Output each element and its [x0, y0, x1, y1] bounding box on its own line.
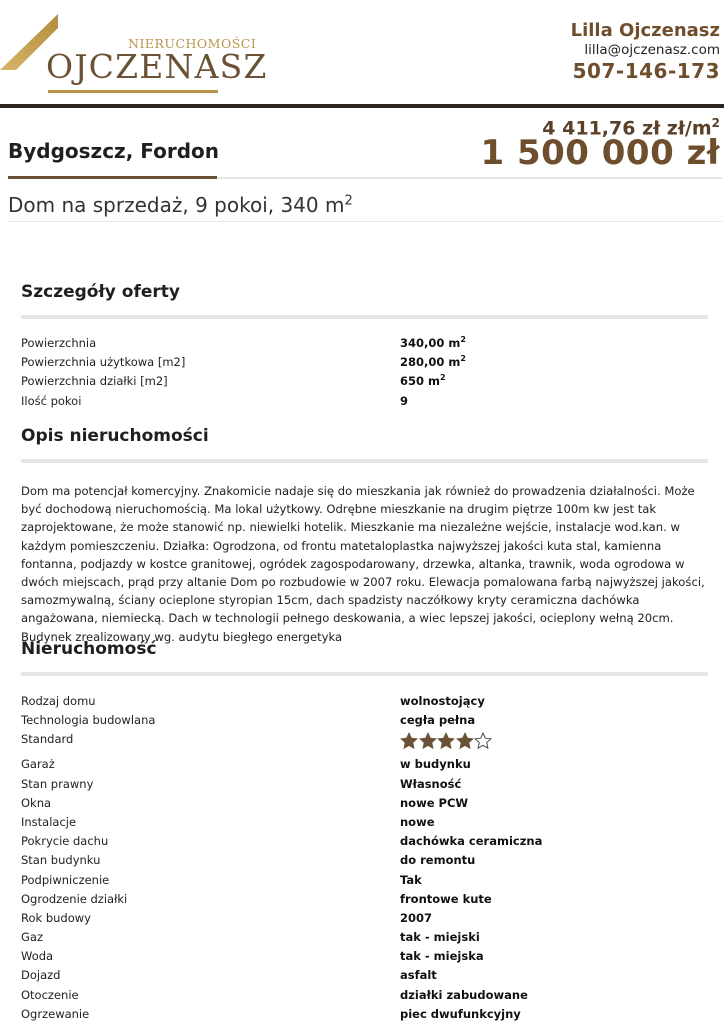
table-row [21, 334, 711, 353]
listing-subtitle-sup: 2 [344, 193, 353, 209]
property-rule [21, 672, 708, 676]
row-value-text: działki zabudowane [400, 987, 528, 1002]
row-value [400, 372, 446, 391]
description-rule [21, 459, 708, 463]
row-value [400, 928, 480, 947]
row-value-text: asfalt [400, 968, 437, 983]
row-value-sup: 2 [460, 335, 466, 345]
agent-email[interactable]: lilla@ojczenasz.com [584, 42, 720, 58]
row-value [400, 794, 468, 813]
row-label: Stan budynku [21, 853, 101, 868]
table-row [21, 794, 711, 813]
details-rule [21, 315, 708, 319]
table-row [21, 871, 711, 890]
listing-subtitle [8, 193, 353, 217]
price-per-m2-sup: 2 [711, 116, 720, 130]
row-value-text: tak - miejska [400, 949, 484, 964]
row-value-text: 9 [400, 393, 409, 408]
row-label: Stan prawny [21, 776, 94, 791]
table-row [21, 928, 711, 947]
star-icon [400, 732, 418, 750]
row-label: Garaż [21, 757, 55, 772]
table-row [21, 947, 711, 966]
row-label: Powierzchnia działki [m2] [21, 374, 168, 389]
logo-underline [48, 90, 218, 94]
property-title: Nieruchomość [21, 639, 157, 659]
row-value-text: do remontu [400, 853, 476, 868]
table-row [21, 392, 711, 411]
row-label: Instalacje [21, 814, 77, 829]
table-row [21, 775, 711, 794]
row-label: Powierzchnia użytkowa [m2] [21, 355, 186, 370]
row-label: Woda [21, 949, 54, 964]
row-value-text: tak - miejski [400, 930, 480, 945]
row-value-text: frontowe kute [400, 891, 492, 906]
rating-stars [400, 732, 493, 752]
row-value [400, 1005, 521, 1024]
row-label: Standard [21, 732, 74, 747]
row-label: Ogrzewanie [21, 1006, 90, 1021]
table-row [21, 890, 711, 909]
row-value-text: dachówka ceramiczna [400, 834, 543, 849]
price-per-m2-value: 4 411,76 zł zł/m [542, 117, 712, 140]
row-value-text: 650 m [400, 374, 440, 389]
row-value [400, 755, 471, 774]
row-value-sup: 2 [460, 354, 466, 364]
description-text: Dom ma potencjał komercyjny. Znakomicie nadaje się do mieszkania jak również do prowadzenia działalności. Może być dochodową nieruchomością. Ma lokal użytkowy. Odrębne mieszkanie na drugim piętrze 100m kw jest tak zaprojektowane, że może stanowić np. niewielki hotelik. Mieszkanie ma niezależne wejście, instalacje wod.kan. w każdym pomieszczeniu. Działka: Ogrodzona, od frontu matetaloplastka najwyższej jakości kuta stal, kamienna fontanna, podjazdy w kostce granitowej, ogródek zagospodarowany, drzewka, altanka, trawnik, woda ogrodowa w dwóch miejscach, prąd przy altanie Dom po rozbudowie w 2007 roku. Elewacja pomalowana farbą najwyższej jakości, samozmywalną, ściany ocieplone styropian 15cm, dach spadzisty naczółkowy kryty ceramiczna dachówka angażowana, niemiecką. Dach w technologii pełnego deskowania, a wiec lepszej jakości, ocieplony wełną 20cm. Budynek zrealizowany wg. audytu biegłego energetyka [21, 484, 705, 644]
table-row [21, 986, 711, 1005]
row-value [400, 966, 437, 985]
row-value-text: Tak [400, 872, 422, 887]
row-label: Ilość pokoi [21, 393, 82, 408]
description-title: Opis nieruchomości [21, 426, 209, 446]
row-value-text: Własność [400, 776, 462, 791]
star-icon [437, 732, 455, 750]
row-value [400, 986, 528, 1005]
table-row [21, 966, 711, 985]
subtitle-rule [8, 221, 722, 222]
row-value [400, 909, 432, 928]
row-label: Rok budowy [21, 910, 91, 925]
row-value-text: nowe [400, 814, 435, 829]
table-row [21, 711, 711, 730]
row-value [400, 813, 435, 832]
row-value [400, 890, 492, 909]
row-value [400, 832, 542, 851]
row-label: Gaz [21, 930, 43, 945]
agent-phone[interactable]: 507-146-173 [572, 59, 720, 83]
details-table [21, 334, 711, 411]
logo-name: OJCZENASZ [46, 47, 268, 86]
row-value-text: 2007 [400, 910, 433, 925]
page-header [0, 0, 724, 104]
row-value-sup: 2 [440, 373, 446, 383]
row-label: Otoczenie [21, 987, 79, 1002]
details-title: Szczegóły oferty [21, 282, 180, 302]
agent-name: Lilla Ojczenasz [570, 20, 720, 41]
table-row [21, 730, 711, 755]
location-underline [8, 176, 217, 179]
row-value [400, 334, 466, 353]
row-label: Rodzaj domu [21, 694, 96, 708]
row-label: Technologia budowlana [21, 713, 156, 728]
row-label: Dojazd [21, 968, 61, 983]
listing-location: Bydgoszcz, Fordon [8, 139, 220, 163]
table-row [21, 692, 711, 711]
table-row [21, 909, 711, 928]
table-row [21, 813, 711, 832]
table-row [21, 353, 711, 372]
row-label: Podpiwniczenie [21, 872, 110, 887]
star-icon [456, 732, 474, 750]
row-label: Pokrycie dachu [21, 834, 109, 849]
listing-subtitle-text: Dom na sprzedaż, 9 pokoi, 340 m [8, 193, 345, 217]
table-row [21, 832, 711, 851]
row-value-text: 280,00 m [400, 355, 461, 370]
row-value-text: cegła pełna [400, 713, 476, 728]
row-value-text: wolnostojący [400, 694, 485, 708]
location-rule [217, 177, 722, 179]
row-value-text: 340,00 m [400, 336, 461, 350]
row-label: Okna [21, 795, 52, 810]
table-row [21, 851, 711, 870]
table-row [21, 372, 711, 391]
row-value [400, 871, 422, 890]
listing-price: 1 500 000 zł [480, 133, 720, 173]
star-icon [419, 732, 437, 750]
row-value [400, 353, 466, 372]
star-icon [474, 732, 492, 750]
row-label: Powierzchnia [21, 336, 97, 350]
logo-subtitle: NIERUCHOMOŚCI [128, 36, 257, 51]
row-value [400, 851, 475, 870]
row-value [400, 392, 408, 411]
table-row [21, 1005, 711, 1024]
table-row [21, 755, 711, 774]
row-value-text: w budynku [400, 757, 471, 772]
header-divider [0, 104, 724, 108]
row-value-text: nowe PCW [400, 795, 469, 810]
row-value-text: piec dwufunkcyjny [400, 1006, 521, 1021]
agent-contact [571, 20, 720, 84]
row-value [400, 692, 485, 711]
row-value [400, 711, 475, 730]
row-label: Ogrodzenie działki [21, 891, 128, 906]
row-value [400, 775, 461, 794]
row-value [400, 947, 484, 966]
property-table [21, 692, 711, 1024]
